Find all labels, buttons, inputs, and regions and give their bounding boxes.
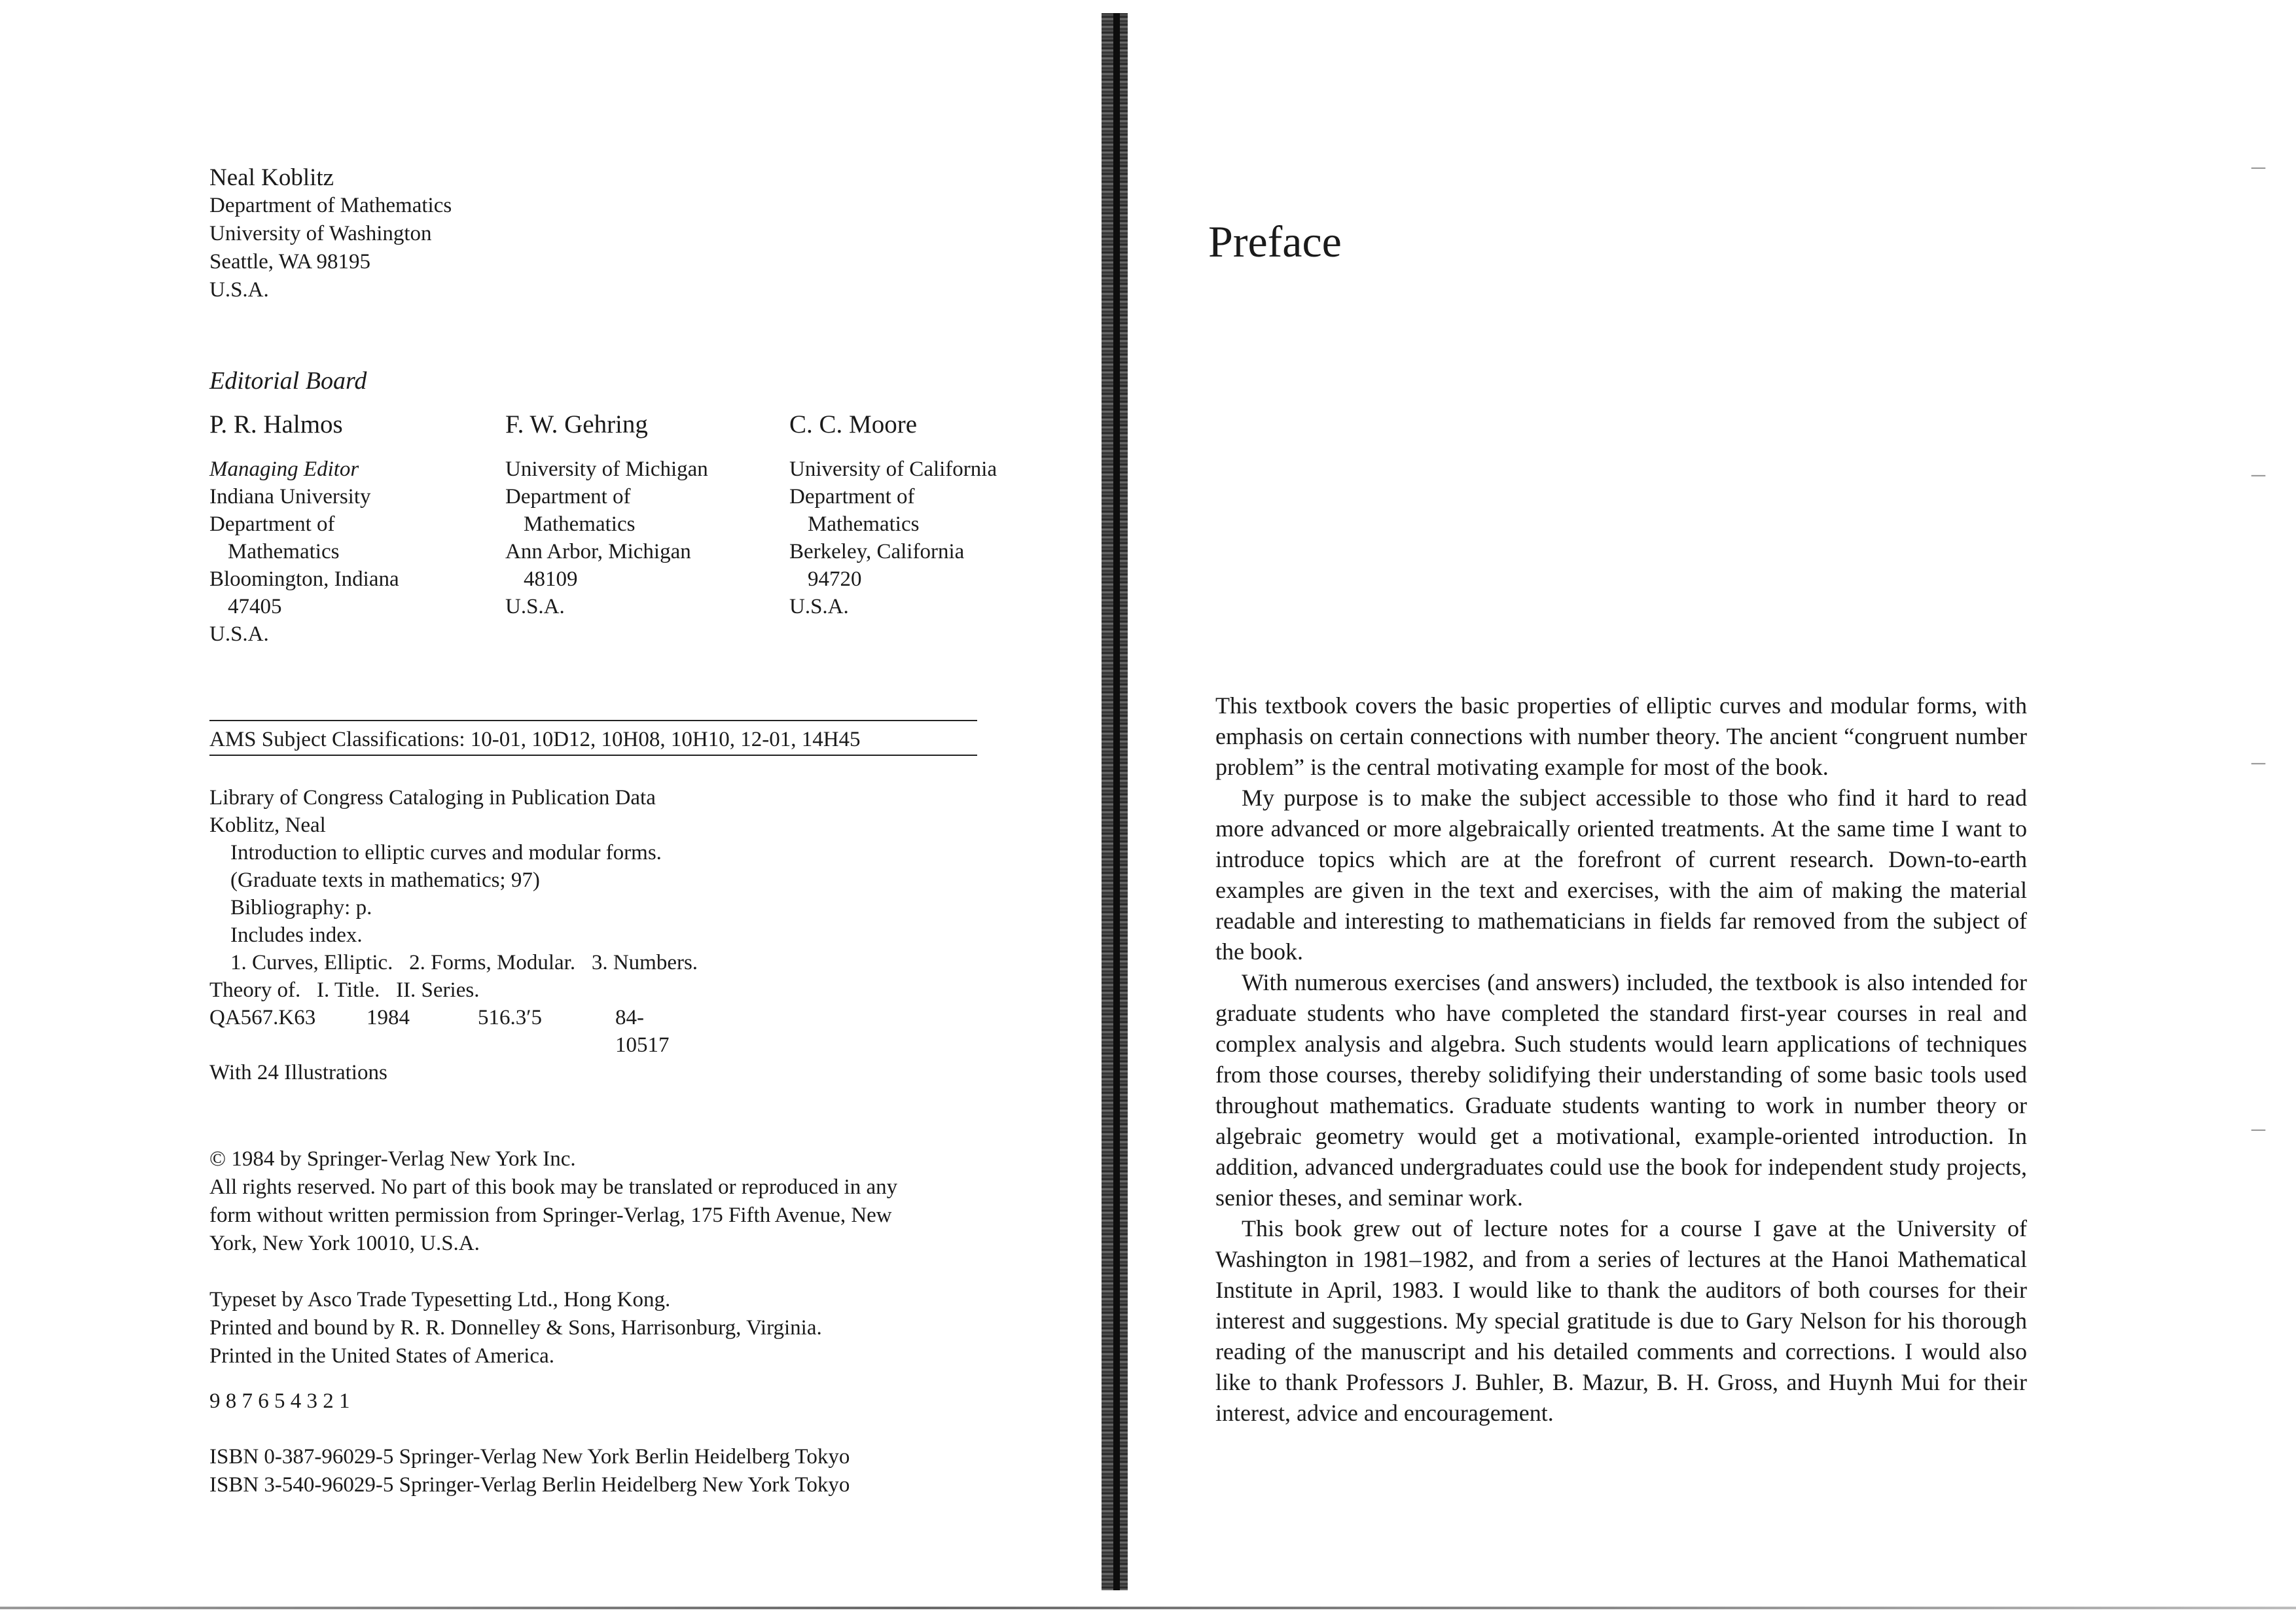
cip-call-number <box>209 1004 698 1057</box>
cip-heading: Library of Congress Cataloging in Publication Data <box>209 786 656 810</box>
print-run: 9 8 7 6 5 4 3 2 1 <box>209 1389 350 1413</box>
editor-name: C. C. Moore <box>789 410 917 438</box>
isbn-line: ISBN 3-540-96029-5 Springer-Verlag Berlin Heidelberg New York Tokyo <box>209 1473 850 1497</box>
editor-affiliation-line: 47405 <box>228 595 282 618</box>
editor-affiliation-line: U.S.A. <box>789 595 849 618</box>
cip-line: 1. Curves, Elliptic. 2. Forms, Modular. 3. Numbers. <box>230 951 698 974</box>
editor-affiliation-line: Mathematics <box>228 540 340 563</box>
preface-paragraph: My purpose is to make the subject accessible to those who find it hard to read more advanced or more algebraically oriented treatments. At the same time I want to introduce topics which are at the forefront of current research. Down-to-earth examples are given in the text and exercises, with the aim of making the material readable and interesting to mathematicians in fields far removed from the subject of the book. <box>1215 785 2027 965</box>
editor-affiliation-line: U.S.A. <box>209 622 269 646</box>
preface-title: Preface <box>1208 217 1342 266</box>
editor-affiliation-line: 94720 <box>808 567 862 591</box>
editor-affiliation-line: Ann Arbor, Michigan <box>505 540 691 563</box>
editor-name: F. W. Gehring <box>505 410 648 438</box>
editor-affiliation-line: Department of <box>505 485 631 508</box>
editor-name: P. R. Halmos <box>209 410 343 438</box>
isbn-block <box>209 1443 850 1499</box>
printing-block <box>209 1286 822 1370</box>
cip-line: (Graduate texts in mathematics; 97) <box>230 868 540 892</box>
page-edge-mark: – <box>2251 151 2265 181</box>
printing-line: Typeset by Asco Trade Typesetting Ltd., Hong Kong. <box>209 1288 671 1311</box>
page-edge-mark: – <box>2251 459 2265 489</box>
editor-affiliation-line: Bloomington, Indiana <box>209 567 399 591</box>
cip-author: Koblitz, Neal <box>209 813 326 837</box>
cip-data <box>209 784 698 1057</box>
editor-affiliation-line: U.S.A. <box>505 595 565 618</box>
editor-affiliation-line: University of Michigan <box>505 457 708 481</box>
rights-line: All rights reserved. No part of this book may be translated or reproduced in any <box>209 1175 898 1199</box>
preface-body <box>1215 690 2027 1429</box>
author-address-line: University of Washington <box>209 222 432 245</box>
call-number-lccn: 84-10517 <box>615 1006 670 1057</box>
book-gutter <box>1102 13 1128 1590</box>
editor-affiliation-line: Berkeley, California <box>789 540 965 563</box>
editor-affiliation-line: 48109 <box>524 567 578 591</box>
cip-line: Bibliography: p. <box>230 896 372 919</box>
cip-line: Introduction to elliptic curves and modular forms. <box>230 841 662 865</box>
rights-line: form without written permission from Springer-Verlag, 175 Fifth Avenue, New <box>209 1204 892 1227</box>
editor-gehring <box>505 411 793 620</box>
call-number-year: 1984 <box>367 1006 410 1029</box>
isbn-line: ISBN 0-387-96029-5 Springer-Verlag New York Berlin Heidelberg Tokyo <box>209 1445 850 1469</box>
editor-role: Managing Editor <box>209 457 359 481</box>
editor-affiliation-line: Department of <box>789 485 915 508</box>
editor-affiliation-line: Indiana University <box>209 485 371 508</box>
copyright-block <box>209 1145 995 1258</box>
author-address-line: Department of Mathematics <box>209 194 452 217</box>
printing-line: Printed and bound by R. R. Donnelley & Sons, Harrisonburg, Virginia. <box>209 1316 822 1340</box>
illustrations-note: With 24 Illustrations <box>209 1061 387 1084</box>
copyright-line: © 1984 by Springer-Verlag New York Inc. <box>209 1147 576 1171</box>
cip-line: Includes index. <box>230 923 363 947</box>
ams-rule-bottom <box>209 755 977 756</box>
ams-classifications: AMS Subject Classifications: 10-01, 10D12, 10H08, 10H10, 12-01, 14H45 <box>209 728 861 751</box>
page-bottom-edge <box>0 1607 2296 1609</box>
author-address-line: U.S.A. <box>209 278 269 302</box>
editor-affiliation-line: Mathematics <box>808 512 920 536</box>
call-number-dewey: 516.3′5 <box>478 1006 542 1029</box>
ams-rule-top <box>209 720 977 721</box>
editor-moore <box>789 411 1077 620</box>
preface-paragraph: With numerous exercises (and answers) included, the textbook is also intended for graduate students who have completed the standard first-year courses in real and complex analysis and algebra. Such students would learn applications of techniques from those courses, thereby solidifying their understanding of some basic tools used throughout mathematics. Graduate students wanting to work in number theory or algebraic geometry would get a motivational, example-oriented introduction. In addition, advanced undergraduates could use the book for independent study projects, senior theses, and seminar work. <box>1215 969 2027 1211</box>
copyright-page <box>0 0 1106 1623</box>
page-edge-mark: – <box>2251 747 2265 777</box>
editor-affiliation-line: Department of <box>209 512 335 536</box>
author-address <box>209 164 452 304</box>
editorial-board-title: Editorial Board <box>209 367 367 395</box>
rights-line: York, New York 10010, U.S.A. <box>209 1232 480 1255</box>
preface-paragraph: This book grew out of lecture notes for a course I gave at the University of Washington in 1981–1982, and from a series of lectures at the Hanoi Mathematical Institute in April, 1983. I would like to thank the auditors of both courses for their interest and suggestions. My special gratitude is due to Gary Nelson for his thorough reading of the manuscript and his detailed comments and corrections. I would also like to thank Professors J. Buhler, B. Mazur, B. H. Gross, and Huynh Mui for their interest, advice and encouragement. <box>1215 1215 2027 1426</box>
author-name: Neal Koblitz <box>209 164 334 191</box>
editor-affiliation-line: University of California <box>789 457 997 481</box>
author-address-line: Seattle, WA 98195 <box>209 250 370 274</box>
editor-halmos <box>209 411 497 648</box>
cip-theory-line: Theory of. I. Title. II. Series. <box>209 978 480 1002</box>
editor-affiliation-line: Mathematics <box>524 512 636 536</box>
call-number-class: QA567.K63 <box>209 1006 316 1029</box>
printing-line: Printed in the United States of America. <box>209 1344 554 1368</box>
preface-paragraph: This textbook covers the basic properties of elliptic curves and modular forms, with emphasis on certain connections with number theory. The ancient “congruent number problem” is the central motivating example for most of the book. <box>1215 692 2027 780</box>
page-edge-mark: – <box>2251 1113 2265 1143</box>
